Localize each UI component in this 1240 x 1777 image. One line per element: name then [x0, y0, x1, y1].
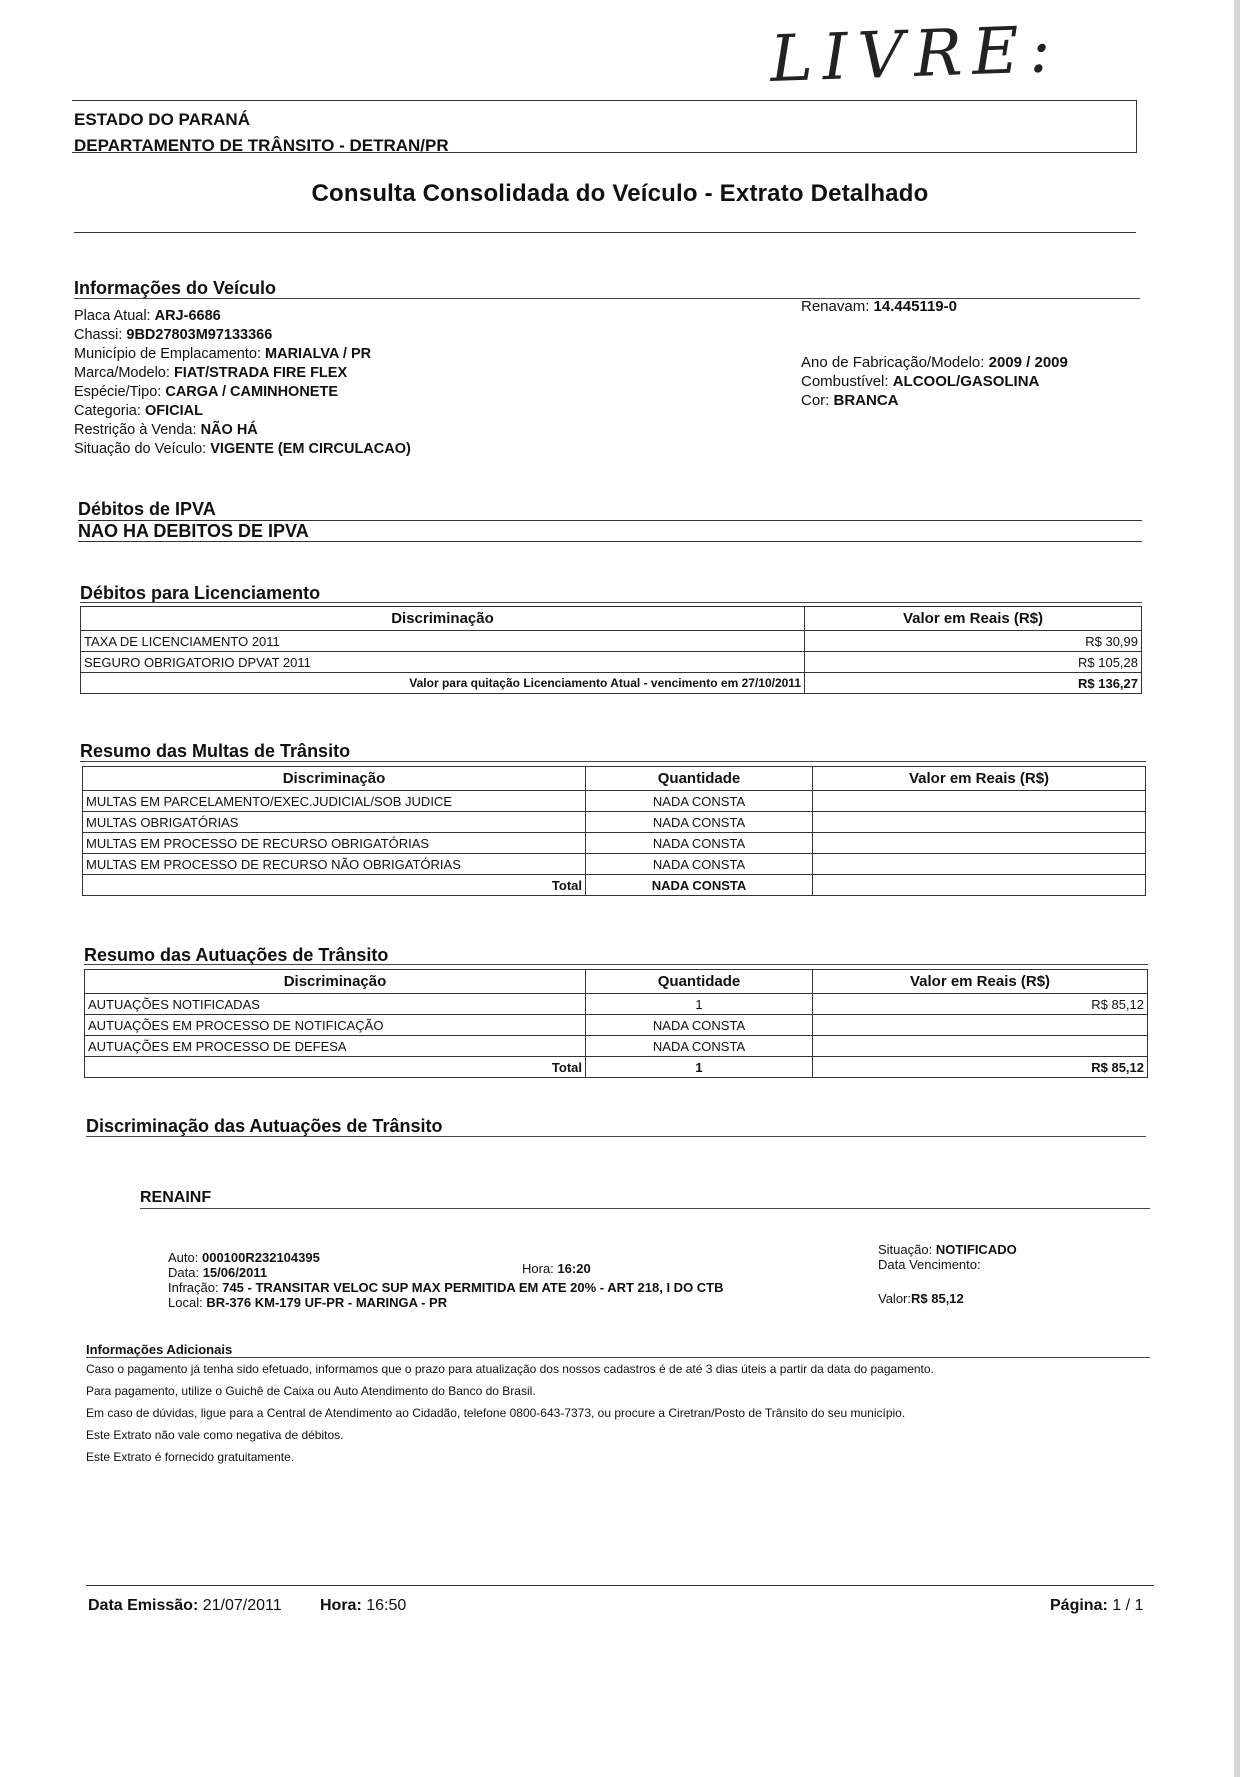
footer-rule [86, 1585, 1154, 1586]
multas-qty-cell: NADA CONSTA [586, 833, 813, 854]
vehicle-field [74, 441, 411, 458]
autuacoes-qty-cell: NADA CONSTA [586, 1015, 813, 1036]
autuacoes-qty-cell: 1 [586, 994, 813, 1015]
autuacoes-col-value: Valor em Reais (R$) [813, 970, 1148, 994]
footer-pagina [1050, 1597, 1143, 1615]
autuacoes-section-title: Resumo das Autuações de Trânsito [84, 945, 389, 965]
scan-page-edge [1234, 0, 1240, 1777]
renavam-label: Renavam: [801, 298, 870, 315]
vehicle-field-value: 9BD27803M97133366 [126, 327, 273, 343]
discriminacao-section-title: Discriminação das Autuações de Trânsito [86, 1116, 443, 1136]
info-line: Este Extrato é fornecido gratuitamente. [86, 1450, 295, 1464]
renainf-title: RENAINF [140, 1189, 212, 1206]
multas-desc-cell: MULTAS EM PARCELAMENTO/EXEC.JUDICIAL/SOB JUDICE [83, 791, 586, 812]
vehicle-field-value: OFICIAL [144, 403, 203, 419]
multas-value-cell [813, 812, 1146, 833]
licenciamento-rule [80, 602, 1142, 603]
autuacoes-desc-cell: AUTUAÇÕES EM PROCESSO DE DEFESA [85, 1036, 586, 1057]
info-rule [86, 1357, 1150, 1358]
lic-col-value: Valor em Reais (R$) [805, 607, 1142, 631]
header-top-line [72, 100, 1136, 101]
autuacoes-col-desc: Discriminação [85, 970, 586, 994]
multas-qty-cell: NADA CONSTA [586, 791, 813, 812]
vehicle-field-label: Marca/Modelo: [74, 365, 170, 381]
valor-value: R$ 85,12 [911, 1291, 964, 1306]
table-row [83, 791, 1146, 812]
multas-desc-cell: MULTAS EM PROCESSO DE RECURSO NÃO OBRIGATÓRIAS [83, 854, 586, 875]
vehicle-field-label: Categoria: [74, 403, 141, 419]
ano-value: 2009 / 2009 [988, 354, 1068, 371]
multas-total-value [813, 875, 1146, 896]
vehicle-field-label: Restrição à Venda: [74, 422, 197, 438]
footer-emissao [88, 1597, 282, 1615]
vehicle-field-value: FIAT/STRADA FIRE FLEX [173, 365, 348, 381]
autuacoes-total-qty: 1 [586, 1057, 813, 1078]
auto-label: Auto: [168, 1250, 199, 1265]
title-rule [74, 232, 1136, 233]
autuacoes-col-qty: Quantidade [586, 970, 813, 994]
multas-col-qty: Quantidade [586, 767, 813, 791]
data-line [168, 1265, 267, 1280]
footer-hora-label: Hora: [320, 1597, 362, 1614]
renainf-rule [140, 1208, 1150, 1209]
licenciamento-section-title: Débitos para Licenciamento [80, 583, 321, 603]
multas-value-cell [813, 833, 1146, 854]
vehicle-field [74, 346, 371, 363]
table-row [85, 1036, 1148, 1057]
table-row [81, 652, 1142, 673]
multas-col-value: Valor em Reais (R$) [813, 767, 1146, 791]
footer-hora-value: 16:50 [366, 1597, 407, 1614]
infracao-line [168, 1280, 724, 1295]
combustivel-label: Combustível: [801, 373, 889, 390]
discriminacao-rule [86, 1136, 1146, 1137]
multas-desc-cell: MULTAS OBRIGATÓRIAS [83, 812, 586, 833]
licenciamento-table [80, 606, 1142, 694]
lic-total-label: Valor para quitação Licenciamento Atual - vencimento em 27/10/2011 [81, 673, 805, 694]
table-row [85, 1015, 1148, 1036]
ano-fabricacao [801, 354, 1068, 371]
table-row [83, 812, 1146, 833]
lic-desc-cell: SEGURO OBRIGATORIO DPVAT 2011 [81, 652, 805, 673]
vehicle-field [74, 327, 272, 344]
table-row [81, 631, 1142, 652]
renavam-value: 14.445119-0 [873, 298, 957, 315]
info-line: Em caso de dúvidas, ligue para a Central de Atendimento ao Cidadão, telefone 0800-643-7373, ou procure a Ciretran/Posto de Trânsito do seu município. [86, 1406, 906, 1420]
header-department: DEPARTAMENTO DE TRÂNSITO - DETRAN/PR [74, 136, 449, 155]
multas-qty-cell: NADA CONSTA [586, 854, 813, 875]
ano-label: Ano de Fabricação/Modelo: [801, 354, 985, 371]
vehicle-field [74, 308, 221, 325]
page-title: Consulta Consolidada do Veículo - Extrato Detalhado [311, 180, 929, 207]
multas-rule [80, 761, 1146, 762]
data-value: 15/06/2011 [202, 1265, 268, 1280]
autuacoes-desc-cell: AUTUAÇÕES NOTIFICADAS [85, 994, 586, 1015]
vehicle-field-value: CARGA / CAMINHONETE [165, 384, 338, 400]
vehicle-section-title: Informações do Veículo [74, 278, 277, 298]
lic-total-value: R$ 136,27 [805, 673, 1142, 694]
info-title: Informações Adicionais [86, 1342, 233, 1357]
multas-value-cell [813, 791, 1146, 812]
vehicle-field-value: MARIALVA / PR [265, 346, 372, 362]
hora-line [522, 1261, 591, 1276]
handwritten-note: LIVRE: [768, 12, 1062, 98]
vehicle-field [74, 422, 258, 439]
valor-label: Valor: [878, 1291, 911, 1306]
autuacoes-table [84, 969, 1148, 1078]
vehicle-field-label: Placa Atual: [74, 308, 151, 324]
multas-qty-cell: NADA CONSTA [586, 812, 813, 833]
autuacoes-rule [84, 964, 1148, 965]
multas-value-cell [813, 854, 1146, 875]
ipva-section-title: Débitos de IPVA [78, 499, 216, 519]
table-row [83, 833, 1146, 854]
cor-label: Cor: [801, 392, 830, 409]
vencimento-line [878, 1257, 981, 1272]
multas-desc-cell: MULTAS EM PROCESSO DE RECURSO OBRIGATÓRIAS [83, 833, 586, 854]
info-line: Caso o pagamento já tenha sido efetuado, informamos que o prazo para atualização dos nossos cadastros é de até 3 dias úteis a partir da data do pagamento. [86, 1362, 934, 1376]
vehicle-section-rule [74, 298, 1140, 299]
vehicle-field-value: VIGENTE (EM CIRCULACAO) [210, 441, 411, 457]
vehicle-field-label: Espécie/Tipo: [74, 384, 162, 400]
autuacoes-value-cell: R$ 85,12 [813, 994, 1148, 1015]
info-line: Este Extrato não vale como negativa de débitos. [86, 1428, 344, 1442]
cor [801, 392, 899, 409]
infracao-label: Infração: [168, 1280, 219, 1295]
vehicle-field-value: NÃO HÁ [200, 422, 258, 438]
header-state: ESTADO DO PARANÁ [74, 110, 250, 129]
table-row [83, 854, 1146, 875]
vencimento-label: Data Vencimento: [878, 1257, 981, 1272]
lic-col-desc: Discriminação [81, 607, 805, 631]
combustivel [801, 373, 1039, 390]
lic-value-cell: R$ 105,28 [805, 652, 1142, 673]
auto-line [168, 1250, 320, 1265]
hora-label: Hora: [522, 1261, 554, 1276]
emissao-value: 21/07/2011 [202, 1597, 282, 1614]
cor-value: BRANCA [833, 392, 899, 409]
vehicle-field-label: Município de Emplacamento: [74, 346, 261, 362]
autuacoes-total-label: Total [85, 1057, 586, 1078]
multas-section-title: Resumo das Multas de Trânsito [80, 741, 351, 761]
infracao-value: 745 - TRANSITAR VELOC SUP MAX PERMITIDA EM ATE 20% - ART 218, I DO CTB [222, 1280, 724, 1295]
renavam [801, 298, 957, 315]
data-label: Data: [168, 1265, 200, 1280]
autuacoes-total-value: R$ 85,12 [813, 1057, 1148, 1078]
multas-col-desc: Discriminação [83, 767, 586, 791]
autuacoes-value-cell [813, 1015, 1148, 1036]
local-line [168, 1295, 447, 1310]
pagina-label: Página: [1050, 1597, 1108, 1614]
autuacoes-desc-cell: AUTUAÇÕES EM PROCESSO DE NOTIFICAÇÃO [85, 1015, 586, 1036]
vehicle-field [74, 365, 347, 382]
vehicle-field [74, 384, 338, 401]
info-line: Para pagamento, utilize o Guichê de Caixa ou Auto Atendimento do Banco do Brasil. [86, 1384, 536, 1398]
situacao-line [878, 1242, 1017, 1257]
lic-value-cell: R$ 30,99 [805, 631, 1142, 652]
multas-table [82, 766, 1146, 896]
local-label: Local: [168, 1295, 203, 1310]
lic-desc-cell: TAXA DE LICENCIAMENTO 2011 [81, 631, 805, 652]
valor-line [878, 1291, 964, 1306]
situacao-value: NOTIFICADO [935, 1242, 1017, 1257]
autuacoes-value-cell [813, 1036, 1148, 1057]
combustivel-value: ALCOOL/GASOLINA [892, 373, 1040, 390]
pagina-value: 1 / 1 [1112, 1597, 1144, 1614]
situacao-label: Situação: [878, 1242, 933, 1257]
multas-total-qty: NADA CONSTA [586, 875, 813, 896]
table-row [85, 994, 1148, 1015]
emissao-label: Data Emissão: [88, 1597, 199, 1614]
footer-hora [320, 1597, 406, 1615]
auto-value: 000100R232104395 [201, 1250, 320, 1265]
vehicle-field [74, 403, 203, 420]
vehicle-field-label: Situação do Veículo: [74, 441, 207, 457]
vehicle-field-label: Chassi: [74, 327, 123, 343]
vehicle-field-value: ARJ-6686 [154, 308, 221, 324]
header-box [72, 100, 1137, 153]
ipva-status: NAO HA DEBITOS DE IPVA [78, 520, 1142, 542]
hora-value: 16:20 [557, 1261, 591, 1276]
local-value: BR-376 KM-179 UF-PR - MARINGA - PR [206, 1295, 448, 1310]
autuacoes-qty-cell: NADA CONSTA [586, 1036, 813, 1057]
multas-total-label: Total [83, 875, 586, 896]
